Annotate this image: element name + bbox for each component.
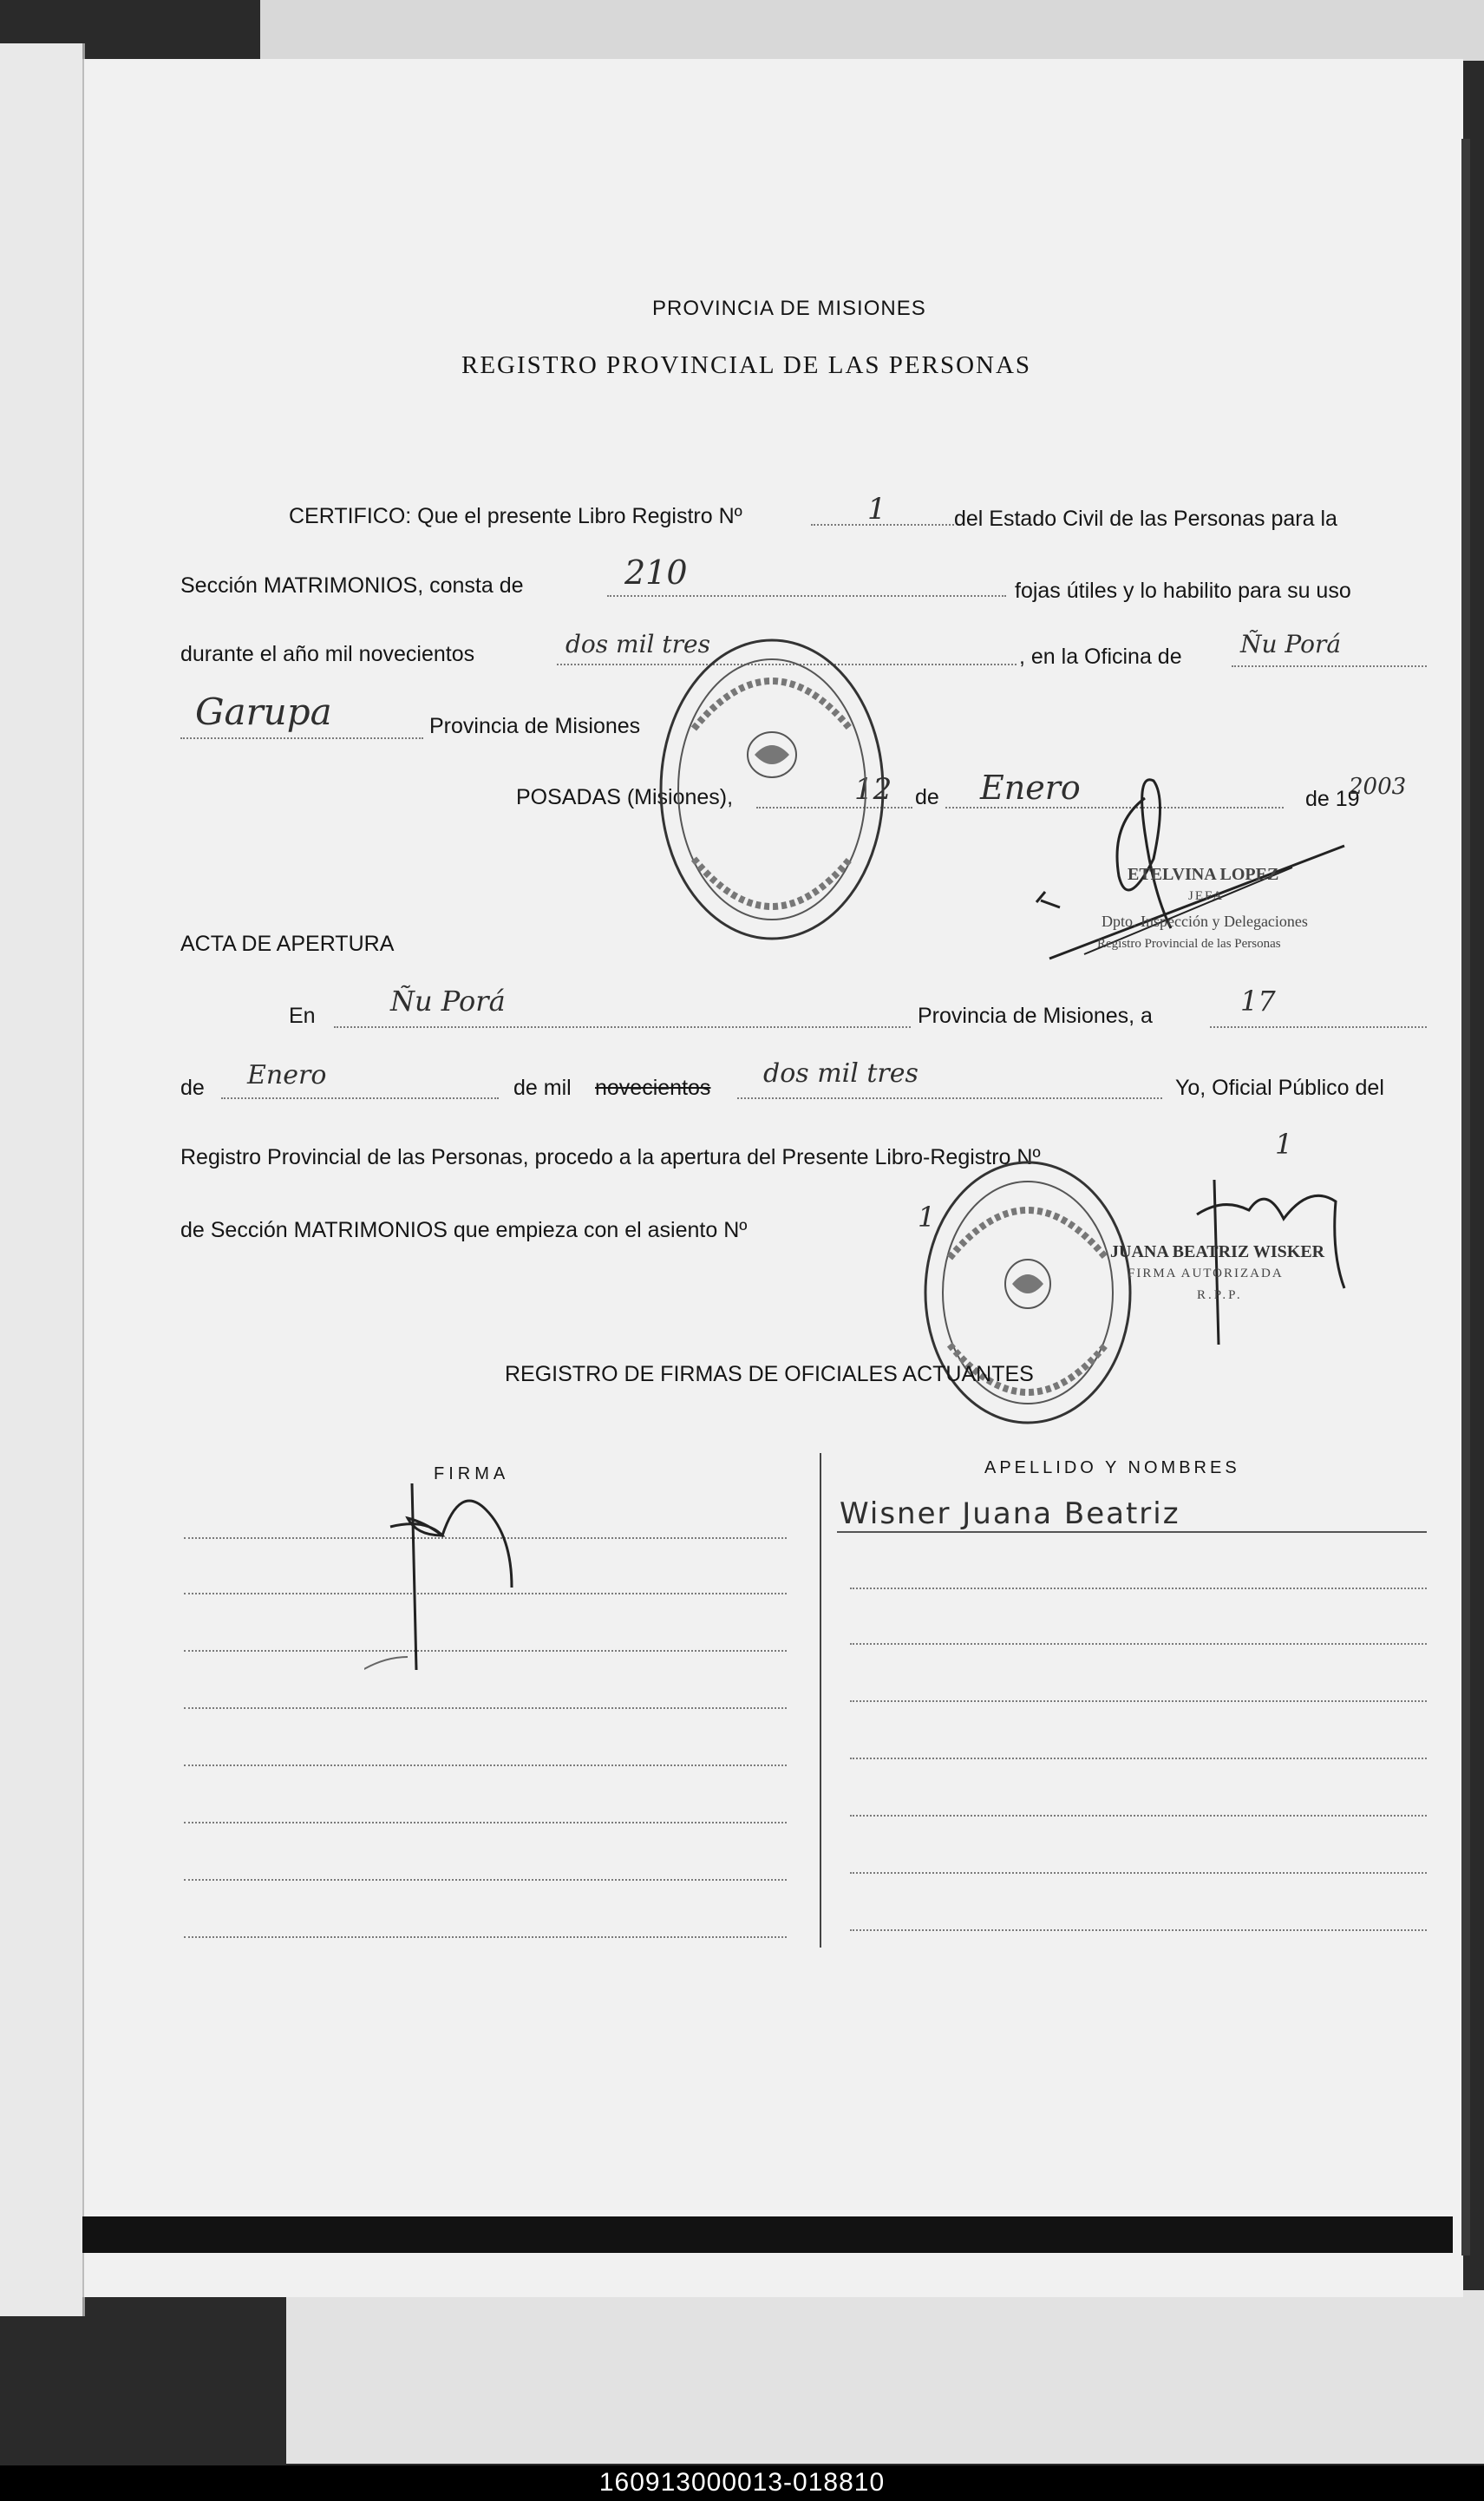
cert-line1-label: CERTIFICO: Que el presente Libro Registro Nº [289, 504, 742, 528]
acta-place: Ñu Porá [390, 985, 506, 1018]
left-facing-page [0, 43, 85, 2316]
nombres-row-8 [850, 1929, 1427, 1931]
acta-place-blank [334, 1026, 911, 1028]
cert-office-name: Ñu Porá [1240, 630, 1342, 658]
acta-line4: de Sección MATRIMONIOS que empieza con el asiento Nº [180, 1218, 748, 1242]
bottom-black-stripe [82, 2216, 1453, 2253]
firma-row-7 [184, 1879, 787, 1881]
acta-en-label: En [289, 1004, 316, 1028]
cert-year: 2003 [1349, 774, 1407, 800]
col-firma-header: FIRMA [434, 1464, 510, 1483]
acta-line3: Registro Provincial de las Personas, procedo a la apertura del Presente Libro-Registro Nº [180, 1145, 1041, 1169]
firma-row-4 [184, 1707, 787, 1709]
register-entry-name: Wisner Juana Beatriz [840, 1496, 1180, 1531]
cert-month: Enero [980, 769, 1081, 807]
cert-day: 12 [854, 772, 892, 807]
cert-line2-label: Sección MATRIMONIOS, consta de [180, 573, 524, 598]
acta-de-label: de [180, 1076, 205, 1100]
acta-de-mil: de mil [513, 1076, 572, 1100]
nombres-row-5 [850, 1758, 1427, 1759]
jefa-stamp-name: ETELVINA LOPEZ [1128, 865, 1279, 884]
acta-day-blank [1210, 1026, 1427, 1028]
cert-book-number: 1 [867, 492, 886, 527]
nombres-row-3 [850, 1643, 1427, 1645]
acta-month: Enero [247, 1060, 327, 1090]
col-nombres-header: APELLIDO Y NOMBRES [984, 1458, 1240, 1477]
cert-date-de1: de [915, 785, 939, 809]
officer-signature-icon [1180, 1162, 1388, 1362]
cert-office-blank [1232, 665, 1427, 667]
ministry-round-seal [642, 625, 902, 954]
cert-line4-province: Provincia de Misiones [429, 714, 641, 738]
acta-yo-label: Yo, Oficial Público del [1175, 1076, 1384, 1100]
officer-stamp-code: R.P.P. [1197, 1288, 1243, 1302]
delegation-round-seal [915, 1154, 1141, 1431]
firma-row-6 [184, 1822, 787, 1823]
acta-title: ACTA DE APERTURA [180, 932, 395, 956]
acta-novecientos-struck: novecientos [595, 1076, 711, 1100]
cert-line2-tail: fojas útiles y lo habilito para su uso [1015, 579, 1351, 603]
acta-year: dos mil tres [763, 1058, 919, 1089]
officer-stamp-name: JUANA BEATRIZ WISKER [1110, 1242, 1325, 1261]
nombres-row-7 [850, 1872, 1427, 1874]
acta-year-blank [737, 1097, 1162, 1099]
background-top [260, 0, 1484, 61]
scan-id: 160913000013-018810 [598, 2468, 886, 2497]
background-bottom [286, 2290, 1484, 2464]
nombres-row-2 [850, 1588, 1427, 1589]
officer-register-signature-icon [364, 1475, 555, 1674]
book-right-edge [1461, 139, 1470, 2255]
cert-date-de2: de 19 [1305, 787, 1360, 811]
signatures-title: REGISTRO DE FIRMAS DE OFICIALES ACTUANTES [505, 1362, 1034, 1386]
nombres-row-1 [837, 1531, 1427, 1533]
firma-row-5 [184, 1764, 787, 1766]
acta-day: 17 [1240, 985, 1276, 1018]
column-divider [820, 1453, 821, 1948]
registry-heading: REGISTRO PROVINCIAL DE LAS PERSONAS [461, 351, 1032, 379]
firma-row-8 [184, 1936, 787, 1938]
jefa-stamp-dept: Dpto. Inspección y Delegaciones [1102, 913, 1308, 930]
cert-line4-blank [180, 737, 423, 739]
jefa-stamp-org: Registro Provincial de las Personas [1097, 937, 1281, 951]
acta-entry-number: 1 [918, 1201, 936, 1234]
cert-line3-office-label: , en la Oficina de [1019, 645, 1182, 669]
acta-province-label: Provincia de Misiones, a [918, 1004, 1153, 1028]
cert-year-written: dos mil tres [565, 630, 710, 658]
province-heading: PROVINCIA DE MISIONES [652, 297, 926, 320]
acta-book-number: 1 [1275, 1128, 1293, 1161]
nombres-row-4 [850, 1700, 1427, 1702]
acta-month-blank [221, 1097, 499, 1099]
cert-locality: Garupa [195, 691, 332, 733]
officer-stamp-role: FIRMA AUTORIZADA [1128, 1267, 1284, 1280]
cert-line3-label: durante el año mil novecientos [180, 642, 475, 666]
cert-date-place: POSADAS (Misiones), [516, 785, 734, 809]
cert-folio-count: 210 [624, 553, 688, 592]
cert-line2-blank [607, 595, 1006, 597]
nombres-row-6 [850, 1815, 1427, 1817]
jefa-stamp-role: JEFA [1188, 889, 1225, 903]
cert-line1-tail: del Estado Civil de las Personas para la [954, 507, 1337, 531]
